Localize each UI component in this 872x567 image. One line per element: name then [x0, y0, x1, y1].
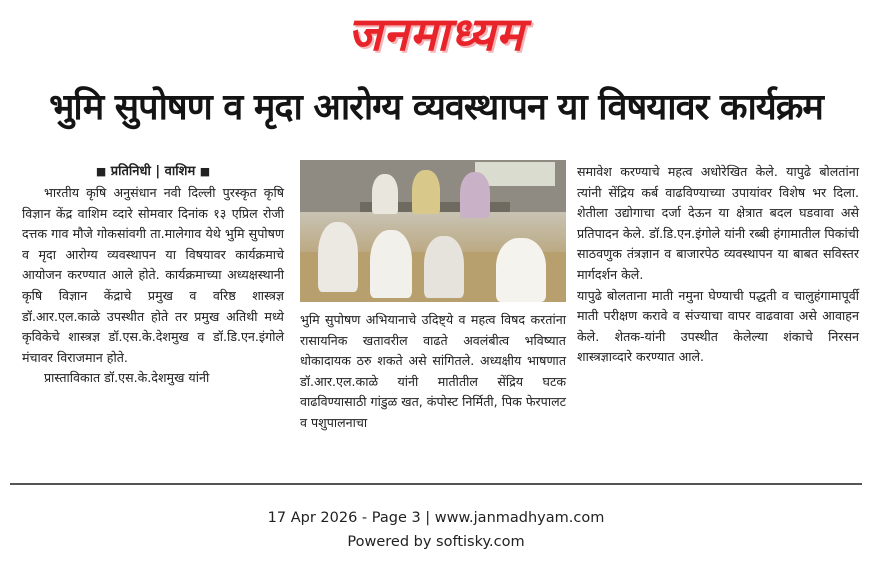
- paragraph: भारतीय कृषि अनुसंधान नवी दिल्ली पुरस्कृत कृषि विज्ञान केंद्र वाशिम व्दारे सोमवार दिनांक १३ एप्रिल रोजी दत्तक गाव मौजे गोकसांवगी ता.मालेगाव येथे भुमि सुपोषण व मृदा आरोग्य व्यवस्थापन या विषयावर कार्यक्रमाचे आयोजन करण्यात आले होते. कार्यक्रमाच्या अध्यक्षस्थानी कृषि विज्ञान केंद्राचे प्रमुख व वरिष्ठ शास्त्रज्ञ डॉ.आर.एल.काळे उपस्थीत होते तर प्रमुख अतिथी मध्ये कृविकेचे शास्त्रज्ञ डॉ.एस.के.देशमुख व डॉ.डि.एन.इंगोले मंचावर विराजमान होते.: [22, 185, 284, 365]
- byline-text: प्रतिनिधी | वाशिम: [110, 164, 196, 179]
- divider: [10, 483, 862, 485]
- page-footer: [0, 506, 872, 554]
- square-bullet-icon: ■: [199, 165, 211, 178]
- square-bullet-icon: ■: [95, 165, 107, 178]
- paragraph: समावेश करण्याचे महत्व अधोरेखित केले. यापुढे बोलतांना त्यांनी सेंद्रिय कर्ब वाढविण्याच्या उपायांवर विशेष भर दिला. शेतीला उद्योगाचा दर्जा देऊन या क्षेत्रात बदल घडवावा असे प्रतिपादन केले. डॉ.डि.एन.इंगोले यांनी रब्बी हंगामातील पिकांची साठवणुक तंत्रज्ञान व बाजारपेठ व्यवस्थापन या बाबत सविस्तर मार्गदर्शन केले.: [577, 164, 859, 282]
- footer-credit: Powered by softisky.com: [347, 534, 525, 550]
- paragraph: भुमि सुपोषण अभियानाचे उदिष्ट्ये व महत्व विषद करतांना रासायनिक खतावरील वाढते अवलंबीत्व भविष्यात धोकादायक ठरु शकते असे सांगितले. अध्यक्षीय भाषणात डॉ.आर.एल.काळे यांनी मातीतील सेंद्रिय घटक वाढविण्यासाठी गांडुळ खत, कंपोस्ट निर्मिती, पिक फेरपालट व पशुपालनाचा: [300, 312, 566, 430]
- paragraph: यापुढे बोलताना माती नमुना घेण्याची पद्धती व चालुहंगामापूर्वी माती परीक्षण करावे व संज्याचा वापर वाढवावा असे आवाहन केले. शेतक-यांनी उपस्थीत केलेल्या शंकाचे निरसन शास्त्रज्ञाव्दारे करण्यात आले.: [577, 287, 859, 365]
- footer-page-info: 17 Apr 2026 - Page 3 | www.janmadhyam.com: [267, 510, 605, 526]
- newspaper-logo: जनमाध्यम: [347, 7, 525, 61]
- paragraph: प्रास्ताविकात डॉ.एस.के.देशमुख यांनी: [44, 370, 210, 386]
- article-column-3: [577, 162, 859, 368]
- article-column-2: [300, 310, 566, 434]
- article-column-1: [22, 162, 284, 389]
- masthead: [0, 4, 872, 66]
- article-headline: भुमि सुपोषण व मृदा आरोग्य व्यवस्थापन या विषयावर कार्यक्रम: [49, 87, 823, 128]
- article-photo: [300, 160, 566, 302]
- byline: [22, 162, 284, 182]
